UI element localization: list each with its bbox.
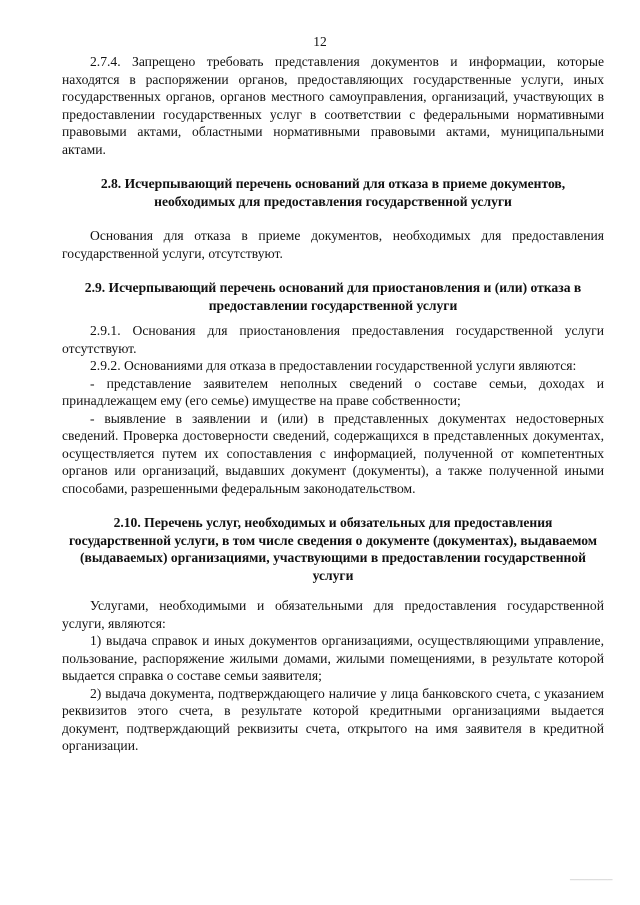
list-item-false-info: - выявление в заявлении и (или) в представленных документах недостоверных сведений. Проверка достоверности сведений, содержащихся в представленных документах, осуществляется путем их сопоставления с информацией, полученной от компетентных органов или организаций, выдавших документ (документы), а также полученной иными способами, разрешенными федеральным законодательством. <box>62 410 604 496</box>
footer-mark: ‒‒‒‒‒‒‒‒‒ <box>569 875 612 885</box>
list-item-service-1: 1) выдача справок и иных документов организациями, осуществляющими управление, пользование, распоряжение жилыми домами, жилыми помещениями, в результате которой выдается справка о составе семьи заявителя; <box>62 633 604 683</box>
heading-2-9: 2.9. Исчерпывающий перечень оснований для приостановления и (или) отказа в предоставлении государственной услуги <box>84 280 582 313</box>
heading-2-8: 2.8. Исчерпывающий перечень оснований для отказа в приеме документов, необходимых для предоставления государственной услуги <box>100 176 566 209</box>
document-body <box>62 53 604 755</box>
paragraph-2-9-1: 2.9.1. Основания для приостановления предоставления государственной услуги отсутствуют. <box>62 323 604 356</box>
list-item-incomplete-info: - представление заявителем неполных сведений о составе семьи, доходах и принадлежащем ему (его семье) имуществе на праве собственности; <box>62 375 604 408</box>
paragraph-2-7-4: 2.7.4. Запрещено требовать представления документов и информации, которые находятся в распоряжении органов, предоставляющих государственные услуги, иных государственных органов, органов местного самоуправления, организаций, участвующих в предоставлении государственных услуг в соответствии с федеральными нормативными правовыми актами, областными нормативными правовыми актами, муниципальными актами. <box>62 54 604 157</box>
page-number: 12 <box>313 34 327 49</box>
heading-2-10: 2.10. Перечень услуг, необходимых и обязательных для предоставления государственной услуги, в том числе сведения о документе (документах), выдаваемом (выдаваемых) организациями, участвующими в предоставлении государственной услуги <box>68 515 598 583</box>
paragraph-2-8-body: Основания для отказа в приеме документов, необходимых для предоставления государственной услуги, отсутствуют. <box>62 228 604 261</box>
list-item-service-2: 2) выдача документа, подтверждающего наличие у лица банковского счета, с указанием реквизитов этого счета, в результате которой кредитными организациями выдается документ, подтверждающий реквизиты счета, открытого на имя заявителя в кредитной организации. <box>62 685 604 753</box>
paragraph-2-9-2: 2.9.2. Основаниями для отказа в предоставлении государственной услуги являются: <box>90 358 577 373</box>
paragraph-2-10-intro: Услугами, необходимыми и обязательными для предоставления государственной услуги, являются: <box>62 598 604 631</box>
